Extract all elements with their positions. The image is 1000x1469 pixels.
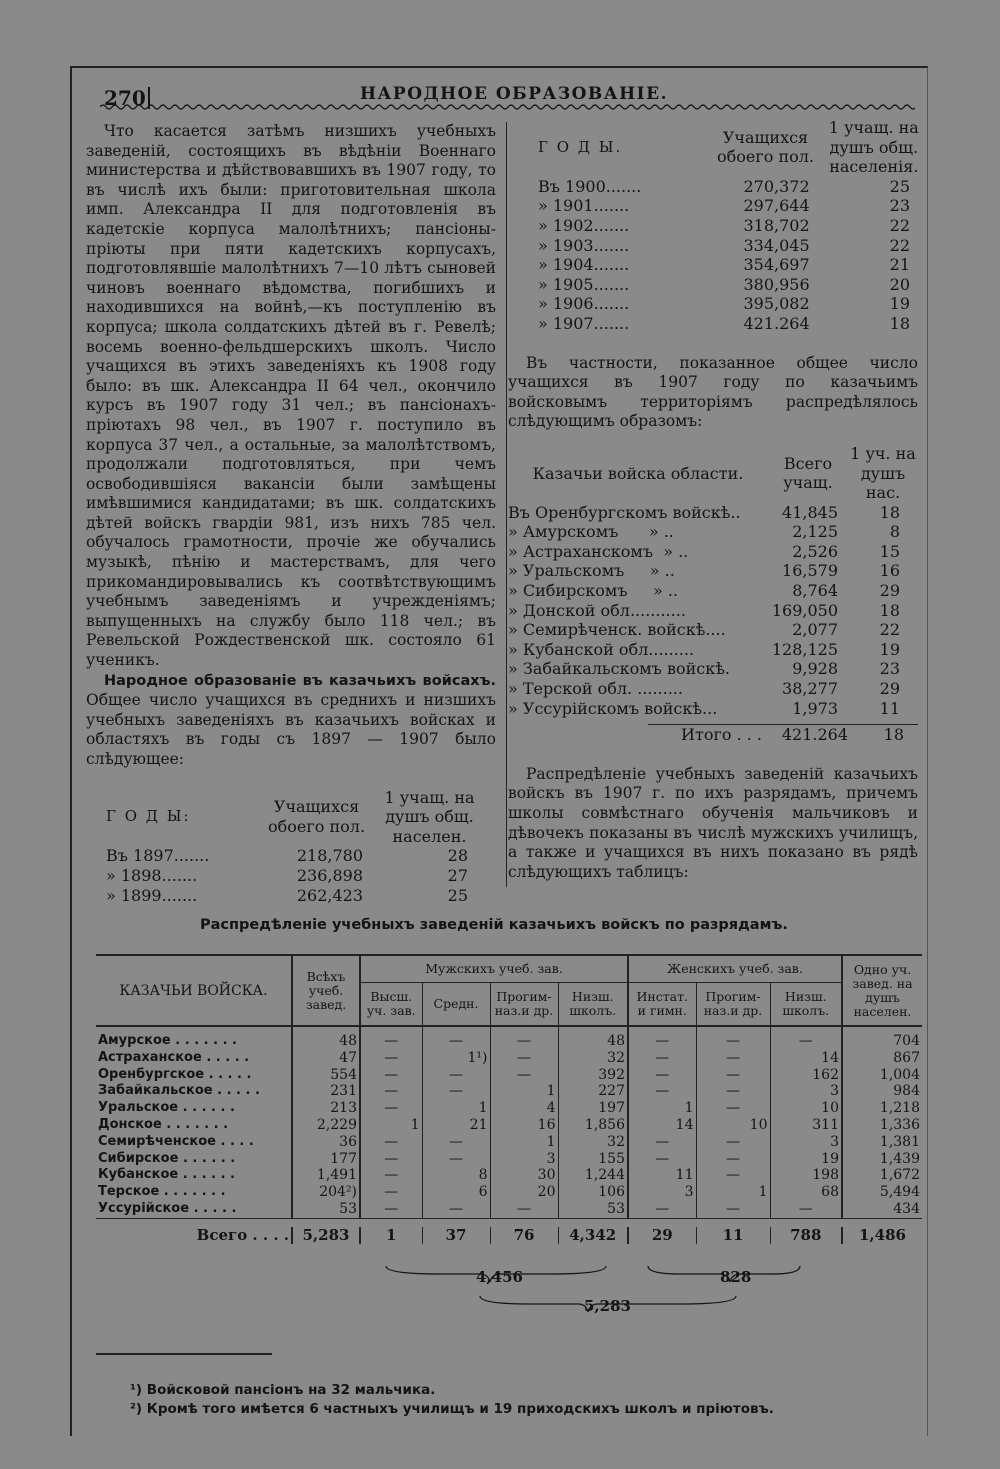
table-cell: 30 (490, 1167, 558, 1184)
table-cell: » Сибирскомъ » .. (508, 581, 679, 601)
table-cell: — (490, 1050, 558, 1067)
table-cell: 9,928 (792, 659, 838, 679)
table-cell: 198 (770, 1167, 842, 1184)
table-cell: — (628, 1050, 696, 1067)
table-cell: 5,494 (879, 1184, 920, 1201)
table-cell: — (360, 1134, 422, 1151)
table-row (538, 255, 928, 275)
table-cell: 10 (696, 1117, 770, 1134)
table-cell: 1,856 (558, 1117, 628, 1134)
column-header: 1 учащ. на душъ общ. населен. (384, 787, 475, 846)
table-cell: — (696, 1151, 770, 1168)
table-cell: » Терской обл. ......... (508, 679, 683, 699)
table-cell: 1 (422, 1100, 490, 1117)
table-row (96, 1083, 922, 1100)
total-cell: 5,283 (292, 1227, 360, 1244)
table-cell: » Семирѣченск. войскѣ.... (508, 620, 726, 640)
table-cell: » Забайкальскомъ войскѣ. (508, 659, 730, 679)
table-cell: 2,125 (792, 522, 838, 542)
table-cell: » Уссурійскомъ войскѣ... (508, 698, 718, 718)
total-cell: Всего . . . . (96, 1227, 292, 1244)
table-cell: Сибирское . . . . . . (96, 1151, 292, 1168)
table-cell: » 1901....... (538, 196, 630, 216)
table-row (96, 1117, 922, 1134)
sum-female: 828 (720, 1268, 752, 1286)
table-cell: 270,372 (743, 176, 810, 196)
column-header: Г О Д Ы. (538, 137, 623, 156)
years-table-1900 (538, 118, 928, 334)
table-cell: » 1907....... (538, 313, 630, 333)
table-cell: Забайкальское . . . . . (96, 1083, 292, 1100)
table-cell: — (490, 1201, 558, 1218)
table-cell: Въ Оренбургскомъ войскѣ.. (508, 502, 741, 522)
table-cell: — (696, 1067, 770, 1084)
table-row (96, 1184, 922, 1201)
table-cell: 354,697 (743, 255, 810, 275)
table-cell: 162 (770, 1067, 842, 1084)
subheader: Инстат. и гимн. (628, 983, 696, 1027)
schools-by-category-table (96, 954, 922, 1244)
page-header: НАРОДНОЕ ОБРАЗОВАНІЕ. (360, 84, 668, 104)
table-cell: 53 (558, 1201, 628, 1218)
subheader: Средн. (422, 983, 490, 1027)
column-header: Одно уч. завед. на душъ населен. (852, 961, 913, 1019)
table-cell: — (628, 1026, 696, 1050)
page-number: 270 (104, 86, 150, 110)
table-cell: 8,764 (792, 581, 838, 601)
table-cell: 29 (879, 679, 900, 699)
table-cell: 392 (558, 1067, 628, 1084)
table-cell: 1,244 (558, 1167, 628, 1184)
table-cell: — (422, 1201, 490, 1218)
table-cell: Донское . . . . . . . (96, 1117, 292, 1134)
table-cell: 984 (893, 1083, 920, 1100)
sum-braces (380, 1264, 820, 1324)
table-cell: — (770, 1026, 842, 1050)
table-cell: — (490, 1026, 558, 1050)
column-divider (506, 122, 507, 887)
table-cell: 48 (558, 1026, 628, 1050)
sum-male: 4,456 (476, 1268, 523, 1286)
table-cell: 27 (447, 865, 468, 885)
total-cell: 11 (696, 1227, 770, 1244)
table-cell: — (360, 1083, 422, 1100)
table-cell: — (696, 1083, 770, 1100)
total-cell: 4,342 (558, 1227, 628, 1244)
table-cell: 23 (879, 659, 900, 679)
table-cell: — (490, 1067, 558, 1084)
table-title: Распредѣленіе учебныхъ заведеній казачьихъ войскъ по разрядамъ. (200, 917, 788, 933)
table-cell: Въ 1900....... (538, 176, 642, 196)
regions-total-row (508, 725, 918, 745)
subheader: Низш. школъ. (558, 983, 628, 1027)
table-row (508, 522, 918, 542)
table-cell: — (360, 1100, 422, 1117)
table-cell: — (360, 1167, 422, 1184)
total-label: Итого . . . (681, 725, 762, 745)
table-cell: 53 (292, 1201, 360, 1218)
table-cell: 19 (770, 1151, 842, 1168)
table-cell: 47 (292, 1050, 360, 1067)
table-cell: 169,050 (771, 600, 838, 620)
table-cell: 11 (879, 698, 900, 718)
table-cell: 155 (558, 1151, 628, 1168)
table-cell: 14 (628, 1117, 696, 1134)
table-cell: 297,644 (743, 196, 810, 216)
table-cell: 421.264 (743, 313, 810, 333)
subheader: Высш. уч. зав. (360, 983, 422, 1027)
table-row (96, 1151, 922, 1168)
table-cell: 21 (422, 1117, 490, 1134)
table-cell: 28 (447, 846, 468, 866)
table-cell: 318,702 (743, 215, 810, 235)
table-cell: 6 (422, 1184, 490, 1201)
table-cell: — (360, 1201, 422, 1218)
table-cell: 867 (893, 1049, 920, 1066)
table-cell: » 1906....... (538, 294, 630, 314)
table-cell: — (422, 1151, 490, 1168)
total-cell: 1,486 (859, 1225, 906, 1244)
table-cell: — (360, 1067, 422, 1084)
paragraph-military-schools: Что касается затѣмъ низшихъ учебныхъ заведеній, состоящихъ въ вѣдѣніи Военнаго министерства и дѣйствовавшихъ въ 1907 году, то въ числѣ ихъ были: приготовительная школа имп. Александра II для подготовленія въ кадетскіе корпуса малолѣтнихъ; пансіоны-пріюты при пяти кадетскихъ корпусахъ, подготовлявшіе малолѣтнихъ 7—10 лѣтъ сыновей чиновъ военнаго вѣдомства, погибшихъ и находившихся на войнѣ,—къ поступленію въ корпуса; школа солдатскихъ дѣтей въ г. Ревелѣ; восемь военно-фельдшерскихъ школъ. Число учащихся въ этихъ заведеніяхъ къ 1908 году было: въ шк. Александра II 64 чел., окончило курсъ въ 1907 году 31 чел.; въ пансіонахъ-пріютахъ 98 чел., въ 1907 г. поступило въ корпуса 37 чел., а остальные, за малолѣтствомъ, продолжали подготовляться, при чемъ освободившіяся вакансіи были замѣщены имѣвшимися кандидатами; въ шк. солдатскихъ дѣтей войскъ гвардіи 981, изъ нихъ 785 чел. обучалось грамотности, прочіе же обучались музыкѣ, пѣнію и мастерствамъ, для чего прикомандировывались къ соотвѣтствующимъ учебнымъ заведеніямъ и учрежденіямъ; выпущенныхъ на службу было 118 чел.; въ Ревельской Рождественской шк. состояло 61 ученикъ. (86, 122, 496, 670)
column-header: Всего учащ. (783, 453, 833, 493)
table-cell: 311 (770, 1117, 842, 1134)
table-cell: 2,077 (792, 620, 838, 640)
table-cell: Астраханское . . . . . (96, 1050, 292, 1067)
table-row (538, 236, 928, 256)
table-cell: 25 (447, 885, 468, 905)
grand-total-row (96, 1227, 922, 1244)
table-row (538, 314, 928, 334)
table-cell: — (360, 1050, 422, 1067)
total-cell: 1 (360, 1227, 422, 1244)
table-cell: 20 (889, 274, 910, 294)
table-row (96, 1067, 922, 1084)
table-cell: 16 (490, 1117, 558, 1134)
table-cell: 2,526 (792, 541, 838, 561)
table-cell: 3 (770, 1083, 842, 1100)
table-cell: 231 (292, 1083, 360, 1100)
table-cell: 177 (292, 1151, 360, 1168)
column-header: Всѣхъ учеб. завед. (292, 955, 360, 1026)
table-cell: 15 (879, 541, 900, 561)
table-cell: Кубанское . . . . . . (96, 1167, 292, 1184)
table-row (538, 196, 928, 216)
table-cell: 1,004 (879, 1066, 920, 1083)
paragraph-school-categories: Распредѣленіе учебныхъ заведеній казачьихъ войскъ въ 1907 г. по ихъ разрядамъ, причемъ школы совмѣстнаго обученія мальчиковъ и дѣвочекъ показаны въ числѣ мужскихъ училищъ, а также и учащихся въ нихъ показано въ рядѣ слѣдующихъ таблицъ: (508, 764, 918, 881)
column-header: Мужскихъ учеб. зав. (360, 955, 628, 983)
table-cell: 8 (889, 522, 900, 542)
table-row (96, 1201, 922, 1218)
table-cell: » 1899....... (106, 885, 198, 905)
total-per: 18 (883, 725, 904, 745)
table-row (96, 1050, 922, 1067)
table-row (508, 699, 918, 719)
table-row (508, 542, 918, 562)
table-cell: 106 (558, 1184, 628, 1201)
table-cell: 1,439 (879, 1150, 920, 1167)
column-header: Учащихся обоего пол. (268, 797, 366, 836)
table-cell: 41,845 (782, 502, 838, 522)
table-cell: 1,381 (879, 1133, 920, 1150)
table-cell: — (422, 1067, 490, 1084)
table-row (96, 1167, 922, 1184)
table-cell: 236,898 (296, 865, 364, 885)
table-row (508, 659, 918, 679)
table-cell: 1 (628, 1100, 696, 1117)
table-cell: 2,229 (292, 1117, 360, 1134)
table-row (96, 1026, 922, 1050)
table-cell: — (360, 1026, 422, 1050)
table-row (96, 1134, 922, 1151)
table-cell: 334,045 (743, 235, 810, 255)
column-header: Казачьи войска области. (532, 463, 744, 483)
table-cell: 10 (770, 1100, 842, 1117)
subheader: Прогим-наз.и др. (490, 983, 558, 1027)
table-cell: 204²) (292, 1184, 360, 1201)
table-cell: 23 (889, 196, 910, 216)
table-cell: Уссурійское . . . . . (96, 1201, 292, 1218)
table-cell: — (628, 1083, 696, 1100)
table-cell: 1 (360, 1117, 422, 1134)
table-cell: — (628, 1134, 696, 1151)
table-cell: — (696, 1050, 770, 1067)
table-cell: 18 (889, 313, 910, 333)
column-header: 1 уч. на душъ нас. (850, 443, 916, 503)
table-cell: » Донской обл........... (508, 600, 686, 620)
total-cell: 29 (628, 1227, 696, 1244)
table-cell: 29 (879, 581, 900, 601)
table-cell: — (628, 1201, 696, 1218)
table-cell: 16,579 (782, 561, 838, 581)
total-cell: 76 (490, 1227, 558, 1244)
footnote-2: ²) Кромѣ того имѣется 6 частныхъ училищъ и 19 приходскихъ школъ и пріютовъ. (130, 1401, 774, 1417)
table-cell: 22 (889, 235, 910, 255)
total-cell: 37 (422, 1227, 490, 1244)
column-header: Учащихся обоего пол. (716, 127, 814, 167)
table-cell: Амурское . . . . . . . (96, 1026, 292, 1050)
table-row (106, 866, 486, 886)
table-cell: 554 (292, 1067, 360, 1084)
table-cell: 1 (490, 1134, 558, 1151)
table-cell: » 1903....... (538, 235, 630, 255)
right-column (508, 118, 918, 882)
table-cell: 8 (422, 1167, 490, 1184)
table-cell: 395,082 (743, 294, 810, 314)
table-cell: 16 (879, 561, 900, 581)
table-cell: 19 (889, 294, 910, 314)
table-cell: 18 (879, 600, 900, 620)
footnote-rule (96, 1353, 272, 1355)
regions-table (508, 444, 918, 745)
table-cell: — (696, 1100, 770, 1117)
table-row (508, 561, 918, 581)
table-cell: 213 (292, 1100, 360, 1117)
table-cell: 19 (879, 639, 900, 659)
section-heading: Народное образованіе въ казачьихъ войсахъ. (104, 672, 496, 689)
table-cell: 22 (879, 620, 900, 640)
table-cell: 38,277 (782, 679, 838, 699)
table-row (508, 679, 918, 699)
table-cell: 1,218 (879, 1100, 920, 1117)
table-cell: 11 (628, 1167, 696, 1184)
table-cell: 3 (490, 1151, 558, 1168)
table-cell: — (422, 1134, 490, 1151)
table-cell: — (770, 1201, 842, 1218)
table-row (106, 846, 486, 866)
subheader: Низш. школъ. (770, 983, 842, 1027)
table-cell: 434 (893, 1200, 920, 1217)
column-header: КАЗАЧЬИ ВОЙСКА. (96, 955, 292, 1026)
column-header: Г О Д Ы: (106, 807, 191, 826)
table-cell: 25 (889, 176, 910, 196)
table-cell: — (696, 1026, 770, 1050)
table-cell: — (360, 1184, 422, 1201)
table-cell: 18 (879, 502, 900, 522)
table-cell: — (628, 1067, 696, 1084)
table-cell: 3 (770, 1134, 842, 1151)
table-cell: 14 (770, 1050, 842, 1067)
table-row (508, 503, 918, 523)
table-row (538, 294, 928, 314)
column-header: Женскихъ учеб. зав. (628, 955, 842, 983)
table-row (106, 886, 486, 906)
table-cell: 1¹) (422, 1050, 490, 1067)
table-cell: — (696, 1134, 770, 1151)
table-cell: » Астраханскомъ » .. (508, 541, 689, 561)
table-cell: 1 (490, 1083, 558, 1100)
table-cell: Оренбургское . . . . . (96, 1067, 292, 1084)
sum-all: 5,283 (584, 1297, 631, 1315)
table-cell: Терское . . . . . . . (96, 1184, 292, 1201)
paragraph-distribution: Въ частности, показанное общее число учащихся въ 1907 году по казачьимъ войсковымъ территоріямъ распредѣлялось слѣдующимъ образомъ: (508, 353, 918, 431)
table-cell: » 1905....... (538, 274, 630, 294)
table-cell: 1,336 (879, 1116, 920, 1133)
table-cell: 1 (696, 1184, 770, 1201)
table-row (508, 640, 918, 660)
total-value: 421.264 (781, 725, 848, 745)
table-cell: 128,125 (771, 639, 838, 659)
table-row (508, 581, 918, 601)
table-cell: — (696, 1201, 770, 1218)
table-cell: 22 (889, 215, 910, 235)
table-cell: — (360, 1151, 422, 1168)
table-cell: » Кубанской обл......... (508, 639, 695, 659)
total-cell: 788 (770, 1227, 842, 1244)
table-cell: Уральское . . . . . . (96, 1100, 292, 1117)
table-row (538, 216, 928, 236)
table-cell: 1,672 (879, 1167, 920, 1184)
table-cell: 32 (558, 1134, 628, 1151)
column-header: 1 учащ. на душъ общ. населенія. (828, 118, 919, 177)
table-cell: — (696, 1167, 770, 1184)
table-cell: » 1904....... (538, 255, 630, 275)
table-cell: » 1898....... (106, 865, 198, 885)
table-row (538, 177, 928, 197)
table-cell: 380,956 (743, 274, 810, 294)
table-cell: 20 (490, 1184, 558, 1201)
table-cell: » 1902....... (538, 215, 630, 235)
table-cell: 1,491 (292, 1167, 360, 1184)
table-cell: — (422, 1026, 490, 1050)
paragraph-cossack-education: Народное образованіе въ казачьихъ войсахъ. Общее число учащихся въ среднихъ и низшихъ учебныхъ заведеніяхъ въ казачьихъ войсках и областяхъ въ годы съ 1897 — 1907 было слѣдующее: (86, 672, 496, 768)
table-cell: 704 (893, 1033, 920, 1049)
table-row (96, 1100, 922, 1117)
table-cell: 227 (558, 1083, 628, 1100)
table-cell: 21 (889, 255, 910, 275)
footnote-1: ¹) Войсковой пансіонъ на 32 мальчика. (130, 1382, 436, 1398)
table-cell: — (628, 1151, 696, 1168)
table-cell: 218,780 (296, 846, 364, 866)
header-wavy-rule (100, 103, 915, 111)
table-cell: 1,973 (792, 698, 838, 718)
table-row (538, 275, 928, 295)
table-cell: Семирѣченское . . . . (96, 1134, 292, 1151)
table-cell: 32 (558, 1050, 628, 1067)
table-cell: 3 (628, 1184, 696, 1201)
table-row (508, 601, 918, 621)
table-cell: 48 (292, 1026, 360, 1050)
table-cell: 197 (558, 1100, 628, 1117)
table-cell: 262,423 (296, 885, 364, 905)
table-row (508, 620, 918, 640)
table-cell: — (422, 1083, 490, 1100)
table-cell: » Амурскомъ » .. (508, 522, 674, 542)
table-cell: Въ 1897....... (106, 846, 210, 866)
years-table-1897 (106, 788, 486, 906)
table-cell: » Уральскомъ » .. (508, 561, 675, 581)
table-cell: 4 (490, 1100, 558, 1117)
left-column (86, 122, 496, 905)
table-cell: 36 (292, 1134, 360, 1151)
table-cell: 68 (770, 1184, 842, 1201)
subheader: Прогим-наз.и др. (696, 983, 770, 1027)
